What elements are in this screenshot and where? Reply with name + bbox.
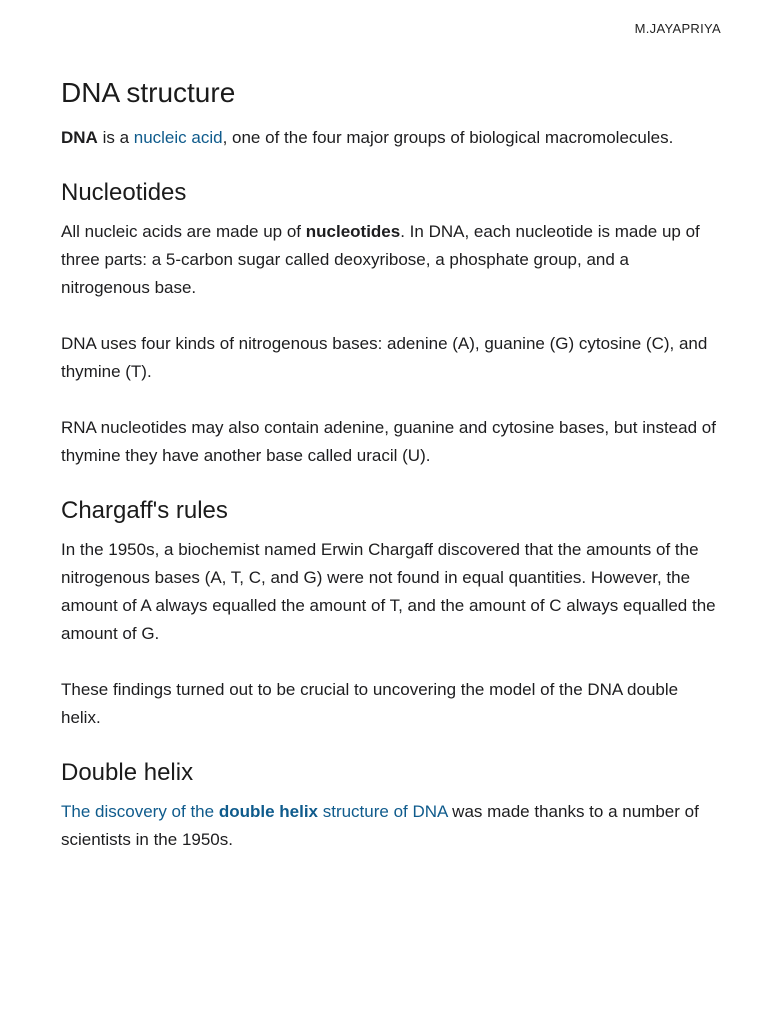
nucleic-acid-link[interactable]: nucleic acid [133, 128, 223, 147]
chargaff-paragraph-1: In the 1950s, a biochemist named Erwin Chargaff discovered that the amounts of the nitrogenous bases (A, T, C, and G) were not found in equal quantities. However, the amount of A always equalled the amount of T, and the amount of C always equalled the amount of G. [61, 540, 716, 643]
double-helix-text: was made thanks to a number of scientists in the 1950s. [61, 802, 699, 849]
double-helix-link-text-1: The discovery of the [61, 802, 219, 821]
nucleotides-p1-text-2: . In DNA, each nucleotide is made up of three parts: a 5-carbon sugar called deoxyribose, a phosphate group, and a nitrogenous base. [61, 222, 700, 297]
intro-text-1: is a [97, 128, 134, 147]
double-helix-heading: Double helix [61, 759, 194, 786]
double-helix-link[interactable] [61, 802, 447, 821]
author-name: M.JAYAPRIYA [634, 21, 721, 36]
document-body [61, 74, 721, 854]
double-helix-link-text-2: structure of DNA [318, 802, 448, 821]
nucleotides-term: nucleotides [305, 222, 401, 241]
nucleotides-p1-text-1: All nucleic acids are made up of [61, 222, 306, 241]
nucleotides-paragraph-3: RNA nucleotides may also contain adenine, guanine and cytosine bases, but instead of thymine they have another base called uracil (U). [61, 418, 716, 465]
page-title: DNA structure [61, 77, 236, 108]
intro-paragraph [61, 124, 721, 152]
chargaff-heading: Chargaff's rules [61, 497, 228, 524]
double-helix-link-bold: double helix [218, 802, 318, 821]
double-helix-paragraph [61, 798, 721, 854]
chargaff-paragraph-2: These findings turned out to be crucial to uncovering the model of the DNA double helix. [61, 680, 679, 727]
dna-term: DNA [61, 128, 98, 147]
nucleotides-paragraph-1 [61, 218, 721, 302]
nucleotides-heading: Nucleotides [61, 179, 187, 206]
nucleotides-paragraph-2: DNA uses four kinds of nitrogenous bases: adenine (A), guanine (G) cytosine (C), and thymine (T). [61, 334, 708, 381]
intro-text-2: , one of the four major groups of biological macromolecules. [222, 128, 674, 147]
